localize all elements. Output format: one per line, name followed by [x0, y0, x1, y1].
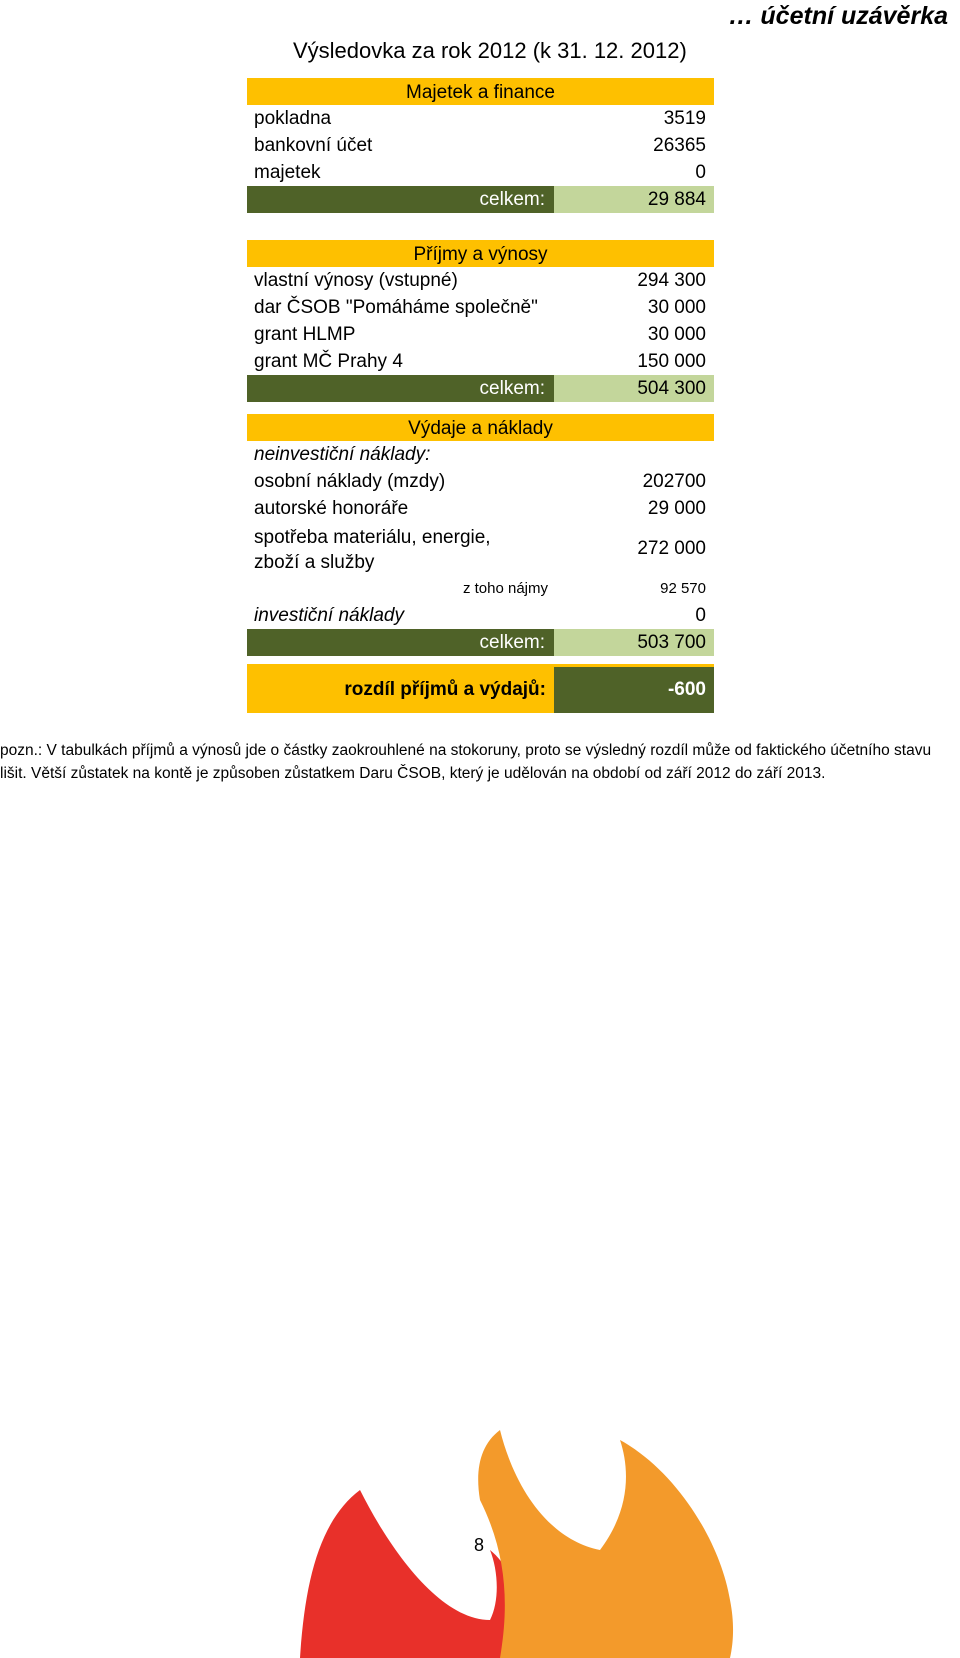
- row-label: [254, 525, 491, 575]
- investment-label: investiční náklady: [254, 605, 404, 626]
- jester-hat-logo-icon: [300, 1430, 740, 1658]
- rent-label: z toho nájmy: [462, 580, 548, 597]
- total-label: celkem:: [479, 378, 545, 399]
- row-value: 150 000: [637, 351, 706, 372]
- difference-table: [247, 664, 714, 713]
- row-label: dar ČSOB "Pomáháme společně": [254, 297, 538, 318]
- table-row: [247, 132, 714, 159]
- footnote: [0, 739, 945, 785]
- section-heading: … účetní uzávěrka: [728, 2, 948, 30]
- table-row: [247, 468, 714, 495]
- row-label: osobní náklady (mzdy): [254, 471, 446, 492]
- total-value: 504 300: [637, 378, 706, 399]
- row-value: 0: [695, 162, 706, 183]
- row-value: 294 300: [637, 270, 706, 291]
- total-value: 29 884: [647, 189, 706, 210]
- document-title: Výsledovka za rok 2012 (k 31. 12. 2012): [293, 38, 687, 63]
- row-label: grant MČ Prahy 4: [254, 351, 403, 372]
- table-row: [247, 576, 714, 602]
- row-label: autorské honoráře: [254, 498, 409, 519]
- difference-label: rozdíl příjmů a výdajů:: [344, 679, 546, 700]
- expenses-table: [247, 414, 714, 656]
- table-row: [247, 495, 714, 522]
- total-label: celkem:: [479, 189, 545, 210]
- noninvestment-label: neinvestiční náklady:: [254, 444, 431, 465]
- difference-row: [247, 664, 714, 713]
- total-value: 503 700: [637, 632, 706, 653]
- difference-value: -600: [667, 679, 706, 700]
- investment-value: 0: [695, 605, 706, 626]
- expenses-heading: Výdaje a náklady: [247, 414, 714, 441]
- row-value: 3519: [663, 108, 706, 129]
- assets-heading: Majetek a finance: [247, 78, 714, 105]
- table-row: [247, 321, 714, 348]
- materials-label-line2: zboží a služby: [254, 552, 375, 573]
- row-label: bankovní účet: [254, 135, 373, 156]
- table-row: [247, 294, 714, 321]
- footnote-line: lišit. Větší zůstatek na kontě je způsoben zůstatkem Daru ČSOB, který je udělován na období od září 2012 do září 2013.: [0, 765, 826, 782]
- row-label: vlastní výnosy (vstupné): [254, 270, 458, 291]
- row-value: 29 000: [647, 498, 706, 519]
- row-value: 30 000: [647, 324, 706, 345]
- row-value: 202700: [642, 471, 706, 492]
- assets-total-row: [247, 186, 714, 213]
- total-label: celkem:: [479, 632, 545, 653]
- income-total-row: [247, 375, 714, 402]
- row-label: pokladna: [254, 108, 332, 129]
- row-label: grant HLMP: [254, 324, 356, 345]
- table-row: [247, 105, 714, 132]
- table-row: [247, 441, 714, 468]
- row-value: 30 000: [647, 297, 706, 318]
- table-row: [247, 267, 714, 294]
- income-heading: Příjmy a výnosy: [247, 240, 714, 267]
- table-row: [247, 348, 714, 375]
- row-value: 26365: [653, 135, 706, 156]
- table-row: [247, 602, 714, 629]
- rent-value: 92 570: [660, 580, 706, 597]
- table-row: [247, 159, 714, 186]
- table-row: [247, 522, 714, 576]
- materials-label-line1: spotřeba materiálu, energie,: [254, 527, 491, 548]
- expenses-total-row: [247, 629, 714, 656]
- page-number: 8: [474, 1535, 485, 1555]
- assets-table: [247, 78, 714, 213]
- row-value: 272 000: [637, 538, 706, 559]
- income-table: [247, 240, 714, 402]
- row-label: majetek: [254, 162, 321, 183]
- footnote-line: pozn.: V tabulkách příjmů a výnosů jde o částky zaokrouhlené na stokoruny, proto se výsledný rozdíl může od faktického účetního stavu: [0, 742, 932, 759]
